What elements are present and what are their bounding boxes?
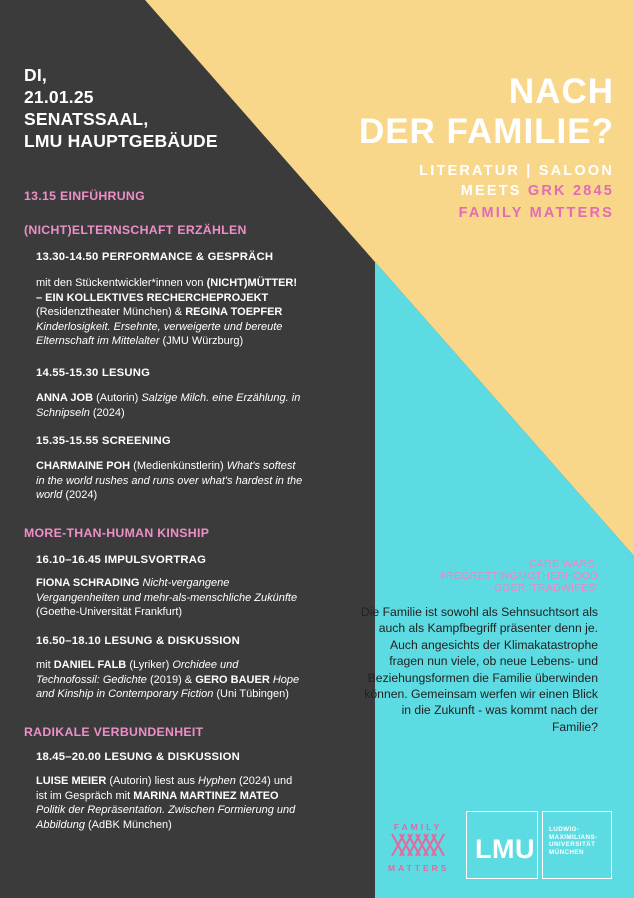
desc-bold: GERO BAUER xyxy=(195,673,270,686)
desc-italic: and Kinship in Contemporary Fiction xyxy=(36,688,214,701)
date-line: 21.01.25 xyxy=(24,87,94,107)
desc-italic: Technofossil: Gedichte xyxy=(36,673,147,686)
slot-description xyxy=(36,276,336,349)
desc-text: mit den Stückentwickler*innen von xyxy=(36,277,207,289)
slot-description xyxy=(36,658,336,702)
topic-tags xyxy=(440,558,598,594)
event-title xyxy=(359,72,614,152)
desc-text: (AdBK München) xyxy=(84,818,172,831)
desc-italic: Elternschaft im Mittelalter xyxy=(36,335,160,348)
desc-bold: REGINA TOEPFER xyxy=(185,306,283,319)
desc-italic: Kinderlosigkeit. Ersehnte, verweigerte und bereute xyxy=(36,320,283,333)
desc-italic: Orchidee und xyxy=(172,659,239,671)
lmu-logo xyxy=(466,811,538,879)
desc-bold: CHARMAINE POH xyxy=(36,460,131,472)
desc-italic: Politik der Repräsentation. Zwischen Formierung und xyxy=(36,804,296,817)
subtitle-literatur: LITERATUR | SALOON xyxy=(419,163,614,179)
slot-description xyxy=(36,774,336,832)
desc-italic: Hyphen xyxy=(198,775,236,787)
university-name xyxy=(549,826,598,856)
desc-bold: LUISE MEIER xyxy=(36,775,107,787)
university-name-logo xyxy=(542,811,612,879)
subtitle-meets xyxy=(461,183,614,199)
intro-paragraph: Die Familie ist sowohl als Sehnsuchtsort als auch als Kampfbegriff präsenter denn je. Auch angesichts der Klimakatastrophe fragen nun viele, ob neue Lebens- und Beziehungsformen die Familie überwinden können. Gemeinsam werfen wir einen Blick in die Zukunft - was kommt nach der Familie? xyxy=(360,605,598,734)
slot-time: 14.55-15.30 LESUNG xyxy=(36,367,151,379)
desc-italic: world xyxy=(36,489,63,502)
desc-text: (Autorin) xyxy=(93,392,142,404)
desc-bold: DANIEL FALB xyxy=(53,659,127,671)
date-line: DI, xyxy=(24,65,47,85)
desc-text: (Medienkünstlerin) xyxy=(130,460,227,472)
slot-time: 16.50–18.10 LESUNG & DISKUSSION xyxy=(36,635,240,647)
section-heading: MORE-THAN-HUMAN KINSHIP xyxy=(24,526,210,540)
desc-bold: FIONA SCHRADING xyxy=(36,577,140,589)
desc-text: (Uni Tübingen) xyxy=(213,688,289,701)
desc-bold: MARINA MARTINEZ MATEO xyxy=(133,789,279,802)
uni-line: UNIVERSITÄT xyxy=(549,841,596,848)
desc-text: (Lyriker) xyxy=(126,659,173,671)
desc-italic: in the world rushes and runs over what's hardest in the xyxy=(36,474,303,487)
desc-text: (Autorin) liest aus xyxy=(106,775,198,787)
subtitle-meets-word: MEETS xyxy=(460,183,528,199)
topic-tag: #REGRETTINGMOTHERHOOD xyxy=(440,570,598,582)
desc-italic: Hope xyxy=(269,673,300,686)
desc-text: ist im Gespräch mit xyxy=(36,789,134,802)
title-line: NACH xyxy=(508,72,614,111)
subtitle-family-matters: FAMILY MATTERS xyxy=(458,205,614,221)
desc-bold: – EIN KOLLEKTIVES RECHERCHEPROJEKT xyxy=(36,291,269,304)
title-line: DER FAMILIE? xyxy=(358,112,614,151)
desc-text: (2019) & xyxy=(146,673,196,686)
slot-time: 18.45–20.00 LESUNG & DISKUSSION xyxy=(36,751,240,763)
family-matters-lattice-icon xyxy=(390,832,446,858)
slot-time: 15.35-15.55 SCREENING xyxy=(36,435,171,447)
desc-italic: Schnipseln xyxy=(36,406,90,419)
topic-tag: CARE WARS, xyxy=(528,558,598,570)
desc-text: (Residenztheater München) & xyxy=(36,306,186,319)
desc-text: (2024) und xyxy=(235,775,293,787)
uni-line: LUDWIG- xyxy=(549,826,580,833)
subtitle-grk: GRK 2845 xyxy=(527,183,614,199)
slot-time: 13.30-14.50 PERFORMANCE & GESPRÄCH xyxy=(36,251,274,263)
section-heading: (NICHT)ELTERNSCHAFT ERZÄHLEN xyxy=(24,223,247,237)
event-date-location xyxy=(24,64,218,152)
slot-description xyxy=(36,576,336,620)
desc-italic: Nicht-vergangene xyxy=(139,577,230,589)
date-line: LMU HAUPTGEBÄUDE xyxy=(24,131,218,151)
desc-bold: ANNA JOB xyxy=(36,392,94,404)
date-line: SENATSSAAL, xyxy=(24,109,149,129)
section-heading: RADIKALE VERBUNDENHEIT xyxy=(24,725,204,739)
uni-line: MÜNCHEN xyxy=(549,848,584,856)
slot-time: 16.10–16.45 IMPULSVORTRAG xyxy=(36,554,207,566)
uni-line: MAXIMILIANS- xyxy=(549,833,598,841)
desc-text: (Goethe-Universität Frankfurt) xyxy=(36,606,183,619)
desc-italic: Salzige Milch. eine Erzählung. in xyxy=(141,392,301,404)
desc-bold: (NICHT)MÜTTER! xyxy=(206,277,298,289)
lmu-logo-text: LMU xyxy=(475,834,535,864)
desc-italic: Abbildung xyxy=(36,818,85,831)
desc-text: mit xyxy=(36,659,54,671)
logo-text-top: FAMILY xyxy=(393,822,443,832)
logo-text-bottom: MATTERS xyxy=(388,863,450,873)
desc-text: (2024) xyxy=(62,489,98,502)
topic-tag: ODER 'TRADWIFES' xyxy=(494,582,598,594)
family-matters-logo xyxy=(388,822,448,873)
desc-italic: What's softest xyxy=(226,460,296,472)
intro-heading: 13.15 EINFÜHRUNG xyxy=(24,189,145,203)
desc-text: (2024) xyxy=(89,406,125,419)
slot-description xyxy=(36,391,336,420)
desc-text: (JMU Würzburg) xyxy=(159,335,244,348)
slot-description xyxy=(36,459,336,503)
desc-italic: Vergangenheiten und mehr-als-menschliche Zukünfte xyxy=(36,591,298,604)
